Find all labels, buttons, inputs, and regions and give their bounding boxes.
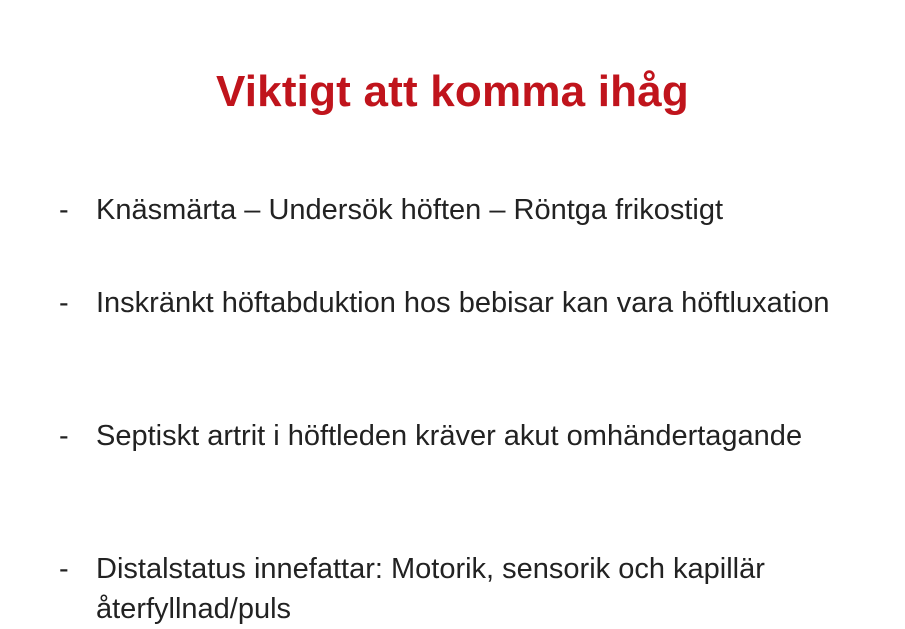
bullet-text: Knäsmärta – Undersök höften – Röntga frikostigt — [96, 194, 724, 226]
bullet-text: Distalstatus innefattar: Motorik, sensorik och kapillär återfyllnad/puls — [96, 553, 765, 625]
bullet-marker: - — [59, 287, 69, 319]
slide-title: Viktigt att komma ihåg — [215, 67, 690, 116]
bullet-text: Inskränkt höftabduktion hos bebisar kan vara höftluxation — [96, 287, 830, 319]
bullet-marker: - — [59, 553, 69, 585]
bullet-marker: - — [59, 420, 69, 452]
bullet-marker: - — [59, 194, 69, 226]
bullet-text: Septiskt artrit i höftleden kräver akut omhändertagande — [96, 420, 803, 452]
